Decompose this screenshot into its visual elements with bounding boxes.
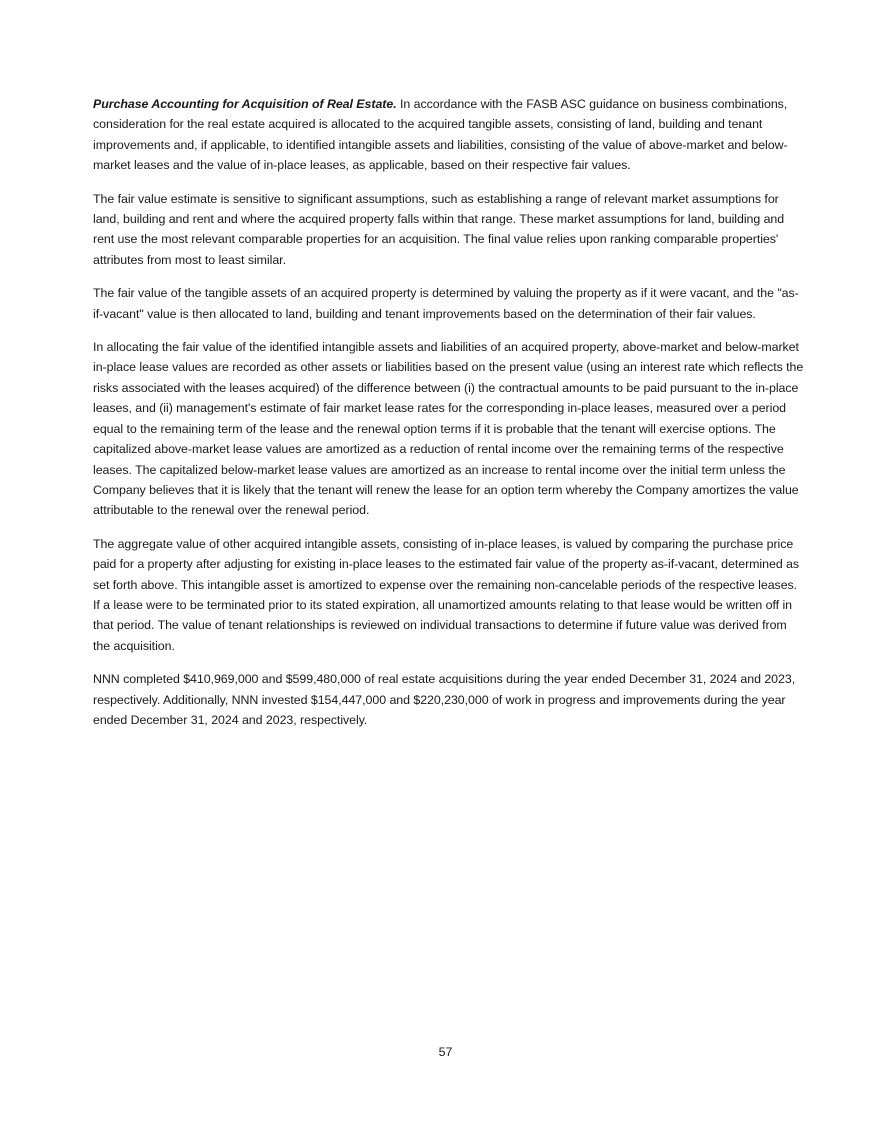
document-body bbox=[93, 94, 805, 743]
page-number: 57 bbox=[438, 1045, 453, 1059]
paragraph-intangible-allocation: In allocating the fair value of the identified intangible assets and liabilities of an acquired property, above-market and below-market in-place lease values are recorded as other assets or liabilities based on the present value (using an interest rate which reflects the risks associated with the leases acquired) of the difference between (i) the contractual amounts to be paid pursuant to the in-place leases, and (ii) management's estimate of fair market lease rates for the corresponding in-place leases, measured over a period equal to the remaining term of the lease and the renewal option terms if it is probable that the tenant will exercise options. The capitalized above-market lease values are amortized as a reduction of rental income over the remaining terms of the respective leases. The capitalized below-market lease values are amortized as an increase to rental income over the initial term unless the Company believes that it is likely that the tenant will renew the lease for an option term whereby the Company amortizes the value attributable to the renewal over the renewal period. bbox=[93, 340, 804, 518]
paragraph-tangible-assets: The fair value of the tangible assets of an acquired property is determined by valuing the property as if it were vacant, and the "as-if-vacant" value is then allocated to land, building and tenant improvements based on the determination of their fair values. bbox=[93, 286, 799, 321]
paragraph-aggregate-value: The aggregate value of other acquired intangible assets, consisting of in-place leases, is valued by comparing the purchase price paid for a property after adjusting for existing in-place leases to the estimated fair value of the property as-if-vacant, determined as set forth above. This intangible asset is amortized to expense over the remaining non-cancelable periods of the respective leases. If a lease were to be terminated prior to its stated expiration, all unamortized amounts relating to that lease would be written off in that period. The value of tenant relationships is reviewed on individual transactions to determine if future value was derived from the acquisition. bbox=[93, 536, 800, 653]
paragraph-fair-value-estimate: The fair value estimate is sensitive to significant assumptions, such as establishing a range of relevant market assumptions for land, building and rent and where the acquired property falls within that range. These market assumptions for land, building and rent use the most relevant comparable properties for an acquisition. The final value relies upon ranking comparable properties' attributes from most to least similar. bbox=[93, 191, 785, 267]
paragraph-body: In accordance with the FASB ASC guidance on business combinations, consideration for the real estate acquired is allocated to the acquired tangible assets, consisting of land, building and tenant improvements and, if applicable, to identified intangible assets and liabilities, consisting of the value of above-market and below-market leases and the value of in-place leases, as applicable, based on their respective fair values. bbox=[93, 97, 788, 173]
section-heading: Purchase Accounting for Acquisition of Real Estate. bbox=[93, 97, 397, 111]
paragraph-purchase-accounting bbox=[93, 94, 805, 176]
paragraph-acquisitions-summary: NNN completed $410,969,000 and $599,480,000 of real estate acquisitions during the year ended December 31, 2024 and 2023, respectively. Additionally, NNN invested $154,447,000 and $220,230,000 of work in progress and improvements during the year ended December 31, 2024 and 2023, respectively. bbox=[93, 672, 796, 727]
